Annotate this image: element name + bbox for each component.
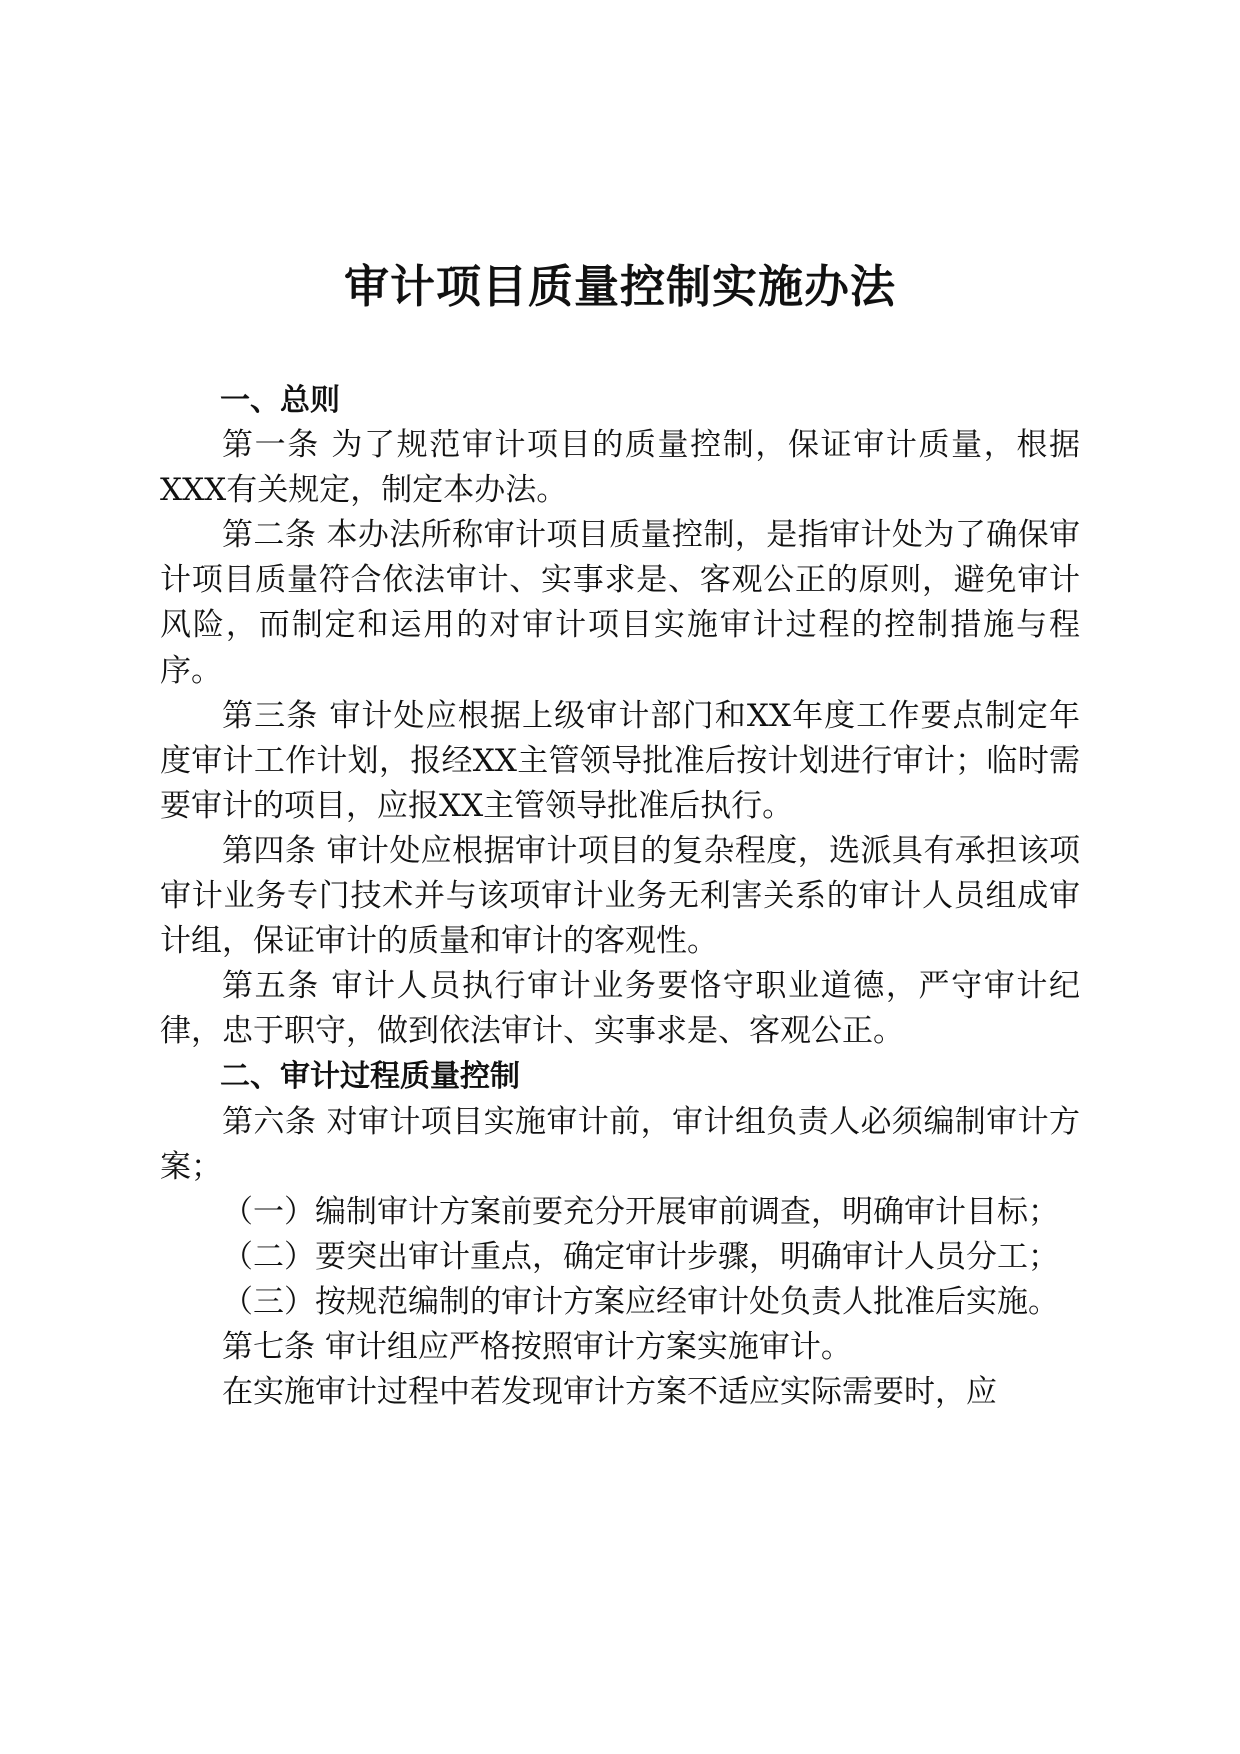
article-paragraph: 第六条 对审计项目实施审计前，审计组负责人必须编制审计方案； [160, 1103, 1080, 1185]
list-item-paragraph: （三）按规范编制的审计方案应经审计处负责人批准后实施。 [222, 1283, 1059, 1320]
document-body [160, 378, 1080, 1415]
article-paragraph: 第一条 为了规范审计项目的质量控制，保证审计质量，根据XXX有关规定，制定本办法。 [160, 427, 1080, 509]
article-paragraph: 第七条 审计组应严格按照审计方案实施审计。 [222, 1328, 852, 1365]
document-title: 审计项目质量控制实施办法 [343, 260, 896, 313]
article-paragraph: 第二条 本办法所称审计项目质量控制，是指审计处为了确保审计项目质量符合依法审计、实事求是、客观公正的原则，避免审计风险，而制定和运用的对审计项目实施审计过程的控制措施与程序。 [160, 517, 1080, 689]
list-item-paragraph: （一）编制审计方案前要充分开展审前调查，明确审计目标； [222, 1193, 1059, 1230]
article-paragraph: 第五条 审计人员执行审计业务要恪守职业道德，严守审计纪律，忠于职守，做到依法审计、实事求是、客观公正。 [160, 968, 1080, 1050]
article-paragraph: 第三条 审计处应根据上级审计部门和XX年度工作要点制定年度审计工作计划，报经XX主管领导批准后按计划进行审计；临时需要审计的项目，应报XX主管领导批准后执行。 [160, 697, 1080, 824]
article-paragraph: 第四条 审计处应根据审计项目的复杂程度，选派具有承担该项审计业务专门技术并与该项审计业务无利害关系的审计人员组成审计组，保证审计的质量和审计的客观性。 [160, 832, 1080, 960]
list-item-paragraph: （二）要突出审计重点，确定审计步骤，明确审计人员分工； [222, 1238, 1059, 1275]
section-heading: 一、总则 [220, 383, 340, 418]
article-paragraph: 在实施审计过程中若发现审计方案不适应实际需要时，应 [222, 1374, 997, 1411]
section-heading: 二、审计过程质量控制 [220, 1059, 520, 1095]
